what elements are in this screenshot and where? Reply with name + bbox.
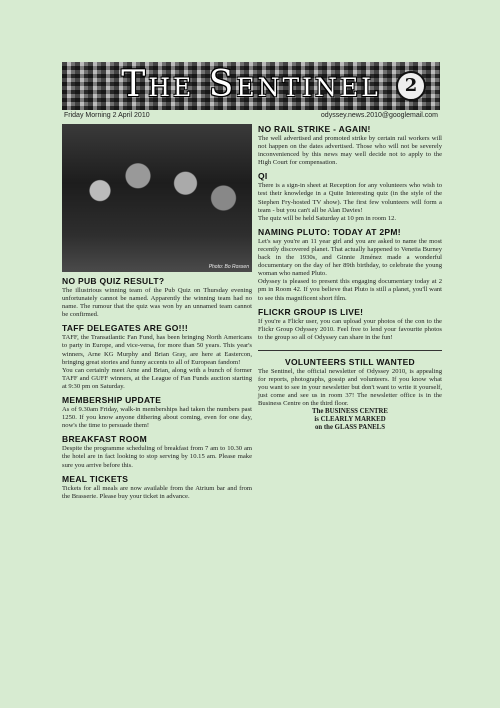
article-body: The illustrious winning team of the Pub Quiz on Thursday evening unfortunately cannot be named. Apparently the winning team had no name. The rumour that the quiz was won by an unnamed team cannot be confirmed. <box>62 287 252 319</box>
article-heading: BREAKFAST ROOM <box>62 434 147 445</box>
business-centre-line-3: on the GLASS PANELS <box>315 424 385 432</box>
article-body: TAFF, the Transatlantic Fan Fund, has been bringing North Americans to party in Europe, and vice-versa, for more than 50 years. This year's winners, Arne KG Murphy and Brian Gray, are here at Eastercon, bringing great stories and funny accents to all of European fandom! <box>62 334 252 366</box>
article-body: The well advertised and promoted strike by certain rail workers will not happen on the dates advertised. Those who will not be severely inconvenienced by this news may well decide not to apply to the High Court for compensation. <box>258 135 442 167</box>
article-body-continued: Odyssey is pleased to present this engaging documentary today at 2 pm in Room 42. If you believe that Pluto is still a planet, you'll want to see this magnificent short film. <box>258 278 442 302</box>
article-body: Tickets for all meals are now available from the Atrium bar and from the Brasserie. Please buy your ticket in advance. <box>62 484 252 500</box>
article-heading: QI <box>258 171 268 182</box>
article-heading: MEAL TICKETS <box>62 473 129 484</box>
article-heading: NAMING PLUTO: TODAY AT 2PM! <box>258 226 401 237</box>
business-centre-line-1: The BUSINESS CENTRE <box>312 408 388 416</box>
article-heading: TAFF DELEGATES ARE GO!!! <box>62 323 189 334</box>
article-heading: NO PUB QUIZ RESULT? <box>62 276 165 286</box>
issue-number-badge: 2 <box>396 71 426 101</box>
article-naming-pluto <box>258 227 442 303</box>
masthead <box>62 62 440 110</box>
newsletter-title: The Sentinel <box>121 64 381 105</box>
article-body: There is a sign-in sheet at Reception for any volunteers who wish to test their knowledge in a Quite Interesting quiz (in the style of the Stephen Fry-hosted TV show). The first few volunteers will form a team - but you can't all be Alan Davies! <box>258 182 442 214</box>
right-column <box>258 124 442 432</box>
article-meal-tickets <box>62 474 252 501</box>
article-breakfast <box>62 434 252 469</box>
business-centre-line-2: is CLEARLY MARKED <box>314 416 386 424</box>
contact-email: odyssey.news.2010@googlemail.com <box>320 112 438 119</box>
article-qi <box>258 171 442 222</box>
volunteers-body: The Sentinel, the official newsletter of Odyssey 2010, is appealing for reports, photographs, gossip and volunteers. If you know what you want to see in your newsletter but don't want to write it yourself, just come and see us in room 37! The newsletter office is in the Business Centre on the third floor. <box>258 367 442 408</box>
issue-date: Friday Morning 2 April 2010 <box>64 112 150 119</box>
article-body: If you're a Flickr user, you can upload your photos of the con to the Flickr Group Odyssey 2010. Feel free to lend your favourite photos to the group so all of Odyssey can share in the fun! <box>258 317 442 341</box>
photo-credit: Photo: Bo Rossen <box>208 264 249 270</box>
article-body-continued: The quiz will be held Saturday at 10 pm in room 12. <box>258 214 397 222</box>
dateline <box>62 111 440 122</box>
article-pub-quiz <box>62 276 252 319</box>
article-taff <box>62 323 252 391</box>
volunteers-heading: VOLUNTEERS STILL WANTED <box>285 356 415 367</box>
article-body: As of 9.30am Friday, walk-in memberships had taken the numbers past 1250. If you know anyone dithering about coming, even for one day, now's the time to persuade them! <box>62 406 252 430</box>
article-body: Let's say you're an 11 year girl and you are asked to name the most recently discovered planet. That actually happened to Venetia Burney back in the 1930s, and Ginnie Jiménez made a wonderful documentary on the day of her 89th birthday, to celebrate the young woman who named Pluto. <box>258 237 442 278</box>
volunteers-box <box>258 350 442 432</box>
left-column <box>62 124 252 501</box>
article-heading: NO RAIL STRIKE - AGAIN! <box>258 124 371 134</box>
article-flickr <box>258 307 442 342</box>
article-body: Despite the programme scheduling of breakfast from 7 am to 10.30 am the hotel are in fact looking to stop serving by 10.15 am. Please make sure you arrive before this. <box>62 445 252 469</box>
article-heading: MEMBERSHIP UPDATE <box>62 395 162 406</box>
article-body-continued: You can certainly meet Arne and Brian, along with a bunch of former TAFF and GUFF winners, at the League of Fan Funds auction starting at 9:30 pm on Saturday. <box>62 366 252 390</box>
article-membership <box>62 395 252 430</box>
article-heading: FLICKR GROUP IS LIVE! <box>258 306 364 317</box>
crowd-photo <box>62 124 252 272</box>
article-rail-strike <box>258 124 442 167</box>
